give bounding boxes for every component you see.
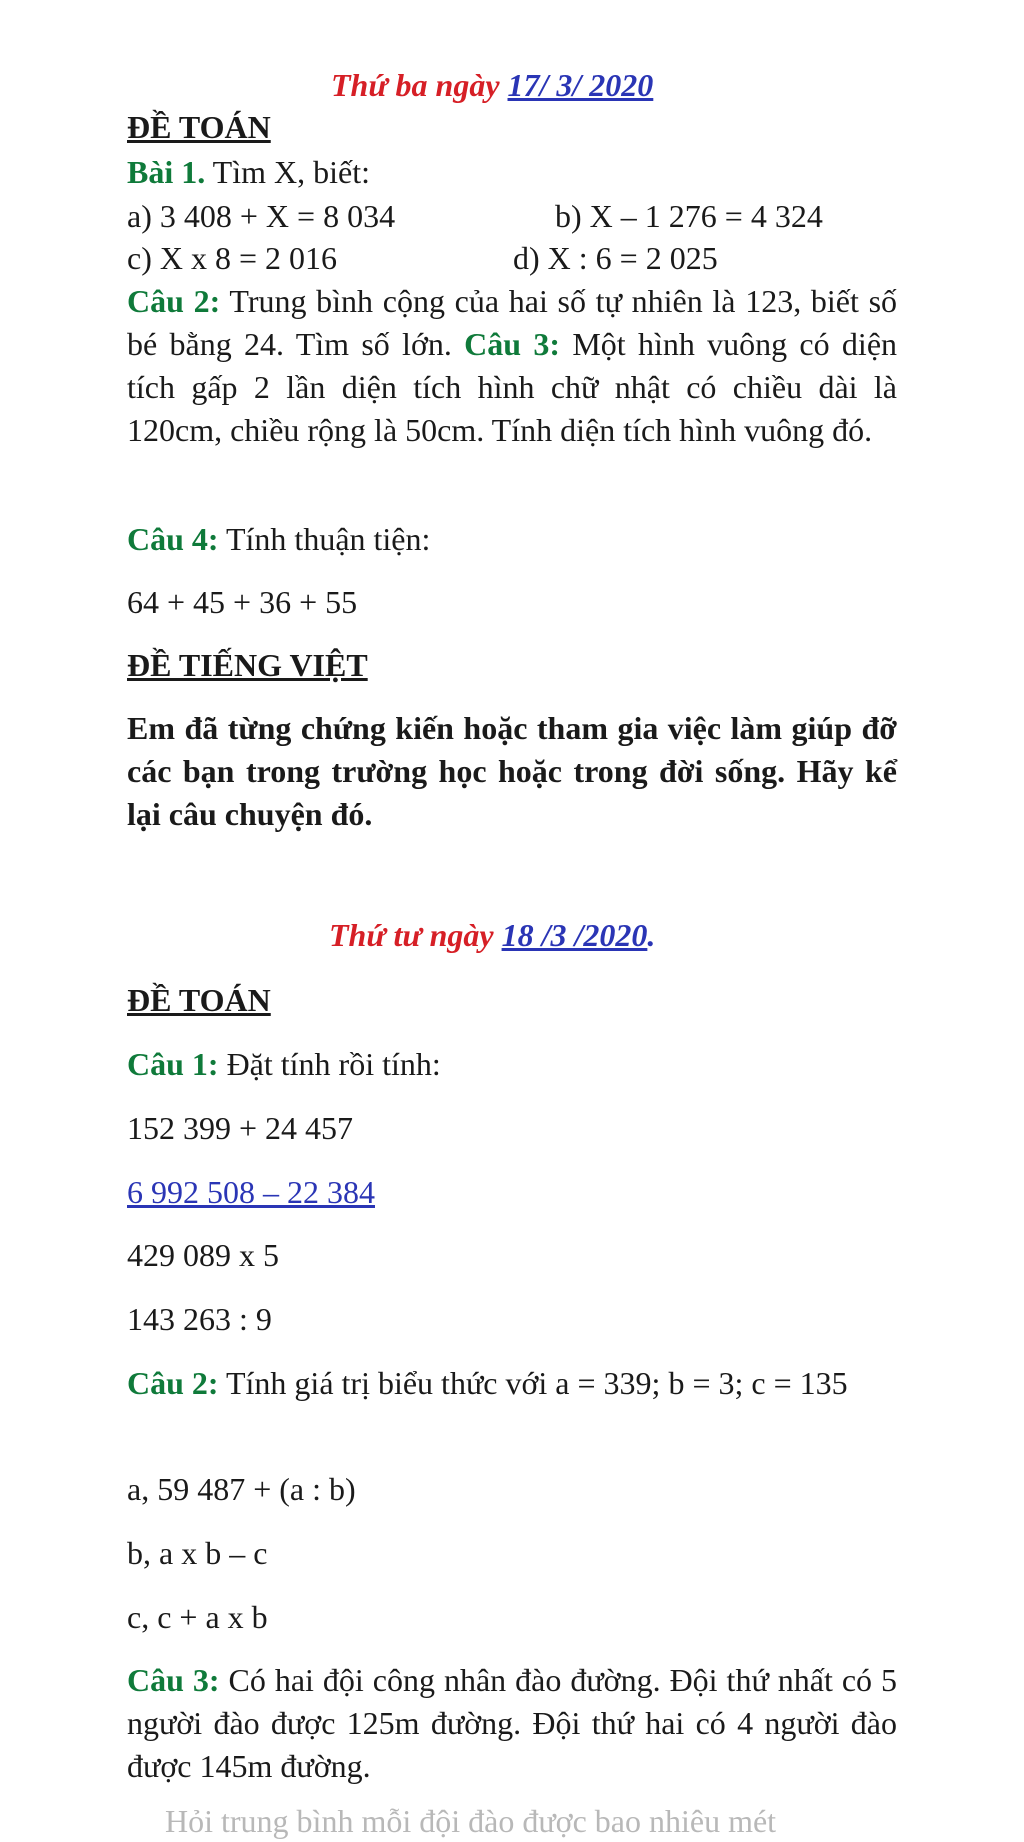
cau3-label: Câu 3: (127, 1662, 220, 1698)
calc-1: 152 399 + 24 457 (127, 1110, 354, 1146)
cau2-label: Câu 2: (127, 283, 221, 319)
calc-2-link[interactable]: 6 992 508 – 22 384 (127, 1174, 375, 1210)
calc-4: 143 263 : 9 (127, 1301, 272, 1337)
cau3-day2-paragraph (127, 1659, 897, 1788)
cau3-label: Câu 3: (464, 326, 561, 362)
cau4-label: Câu 4: (127, 521, 219, 557)
bai1-text: Tìm X, biết: (212, 154, 370, 190)
expression-a: a, 59 487 + (a : b) (127, 1471, 356, 1507)
cau3-text: Có hai đội công nhân đào đường. Đội thứ nhất có 5 người đào được 125m đường. Đội thứ hai có 4 người đào được 145m đường. (127, 1662, 898, 1784)
date-prefix: Thứ tư ngày (329, 917, 494, 953)
date-line-day1 (331, 64, 653, 106)
calc-3: 429 089 x 5 (127, 1237, 279, 1273)
cau2-label: Câu 2: (127, 1365, 219, 1401)
equation-c: c) X x 8 = 2 016 (127, 240, 338, 276)
cau1-label: Câu 1: (127, 1046, 219, 1082)
bai1-label: Bài 1. (127, 154, 206, 190)
date-value: 17/ 3/ 2020 (507, 67, 654, 103)
math-heading: ĐỀ TOÁN (127, 109, 271, 145)
equation-b: b) X – 1 276 = 4 324 (555, 198, 823, 234)
cau1-text: Đặt tính rồi tính: (226, 1046, 441, 1082)
expression-b: b, a x b – c (127, 1535, 268, 1571)
cut-off-line: Hỏi trung bình mỗi đội đào được bao nhiêu mét (165, 1803, 777, 1839)
cau2-day2-paragraph (127, 1362, 897, 1405)
expression-c: c, c + a x b (127, 1599, 268, 1635)
vietnamese-paragraph: Em đã từng chứng kiến hoặc tham gia việc làm giúp đỡ các bạn trong trường học hoặc trong đời sống. Hãy kể lại câu chuyện đó. (127, 710, 897, 832)
questions-2-3-paragraph (127, 280, 897, 452)
bai1-line (127, 151, 370, 193)
math-heading-day2: ĐỀ TOÁN (127, 982, 271, 1018)
equation-a: a) 3 408 + X = 8 034 (127, 198, 396, 234)
date-line-day2 (329, 914, 655, 956)
cau4-line (127, 518, 430, 560)
cau2-text: Tính giá trị biểu thức với a = 339; b = 3; c = 135 (225, 1365, 848, 1401)
cau3-text: Một hình vuông có diện tích gấp 2 lần diện tích hình chữ nhật có chiều dài là 120cm, chiều rộng là 50cm. Tính diện tích hình vuông đó. (127, 326, 898, 448)
vietnamese-heading: ĐỀ TIẾNG VIỆT (127, 647, 368, 683)
cau4-expression: 64 + 45 + 36 + 55 (127, 584, 358, 620)
cau2-text: Trung bình cộng của hai số tự nhiên là 123, biết số bé bằng 24. Tìm số lớn. (127, 283, 898, 362)
cau1-line (127, 1043, 441, 1085)
cau4-text: Tính thuận tiện: (225, 521, 431, 557)
date-suffix: . (647, 917, 656, 953)
date-prefix: Thứ ba ngày (331, 67, 500, 103)
equation-d: d) X : 6 = 2 025 (513, 240, 718, 276)
date-value: 18 /3 /2020 (501, 917, 648, 953)
